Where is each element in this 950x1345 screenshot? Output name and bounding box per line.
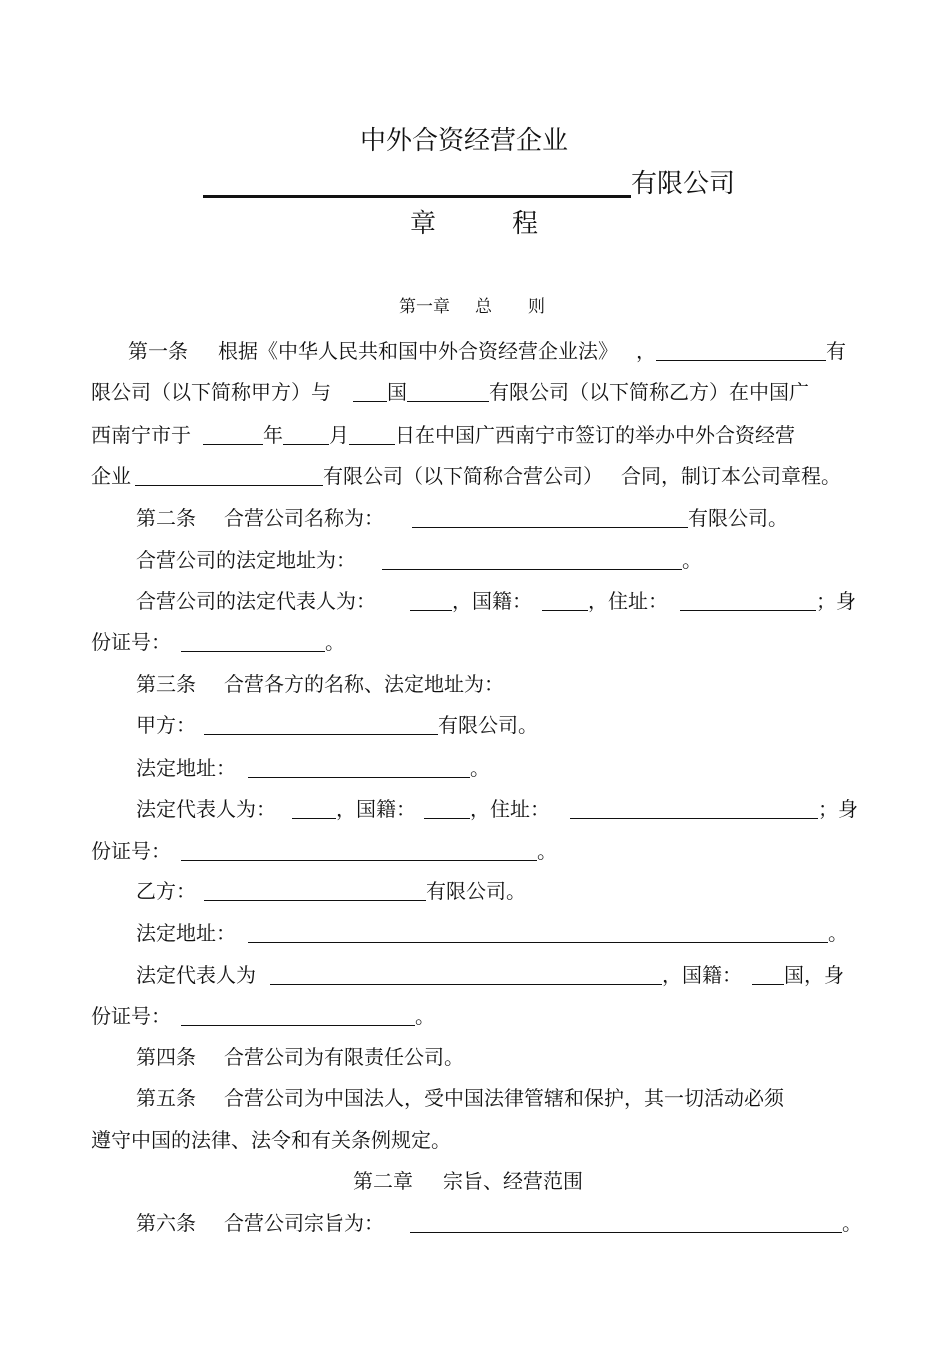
jv-rep-nationality-blank[interactable] (542, 590, 588, 611)
party-a-id-line: 份证号： 。 (91, 839, 557, 863)
party-a-rep-address-blank[interactable] (570, 798, 818, 819)
article-1-line-2: 限公司（以下简称甲方）与 国 有限公司（以下简称乙方）在中国广 (91, 380, 809, 404)
party-a-company-blank[interactable] (204, 714, 438, 735)
article-6: 第六条 合营公司宗旨为： 。 (136, 1211, 862, 1235)
chapter-2-heading: 第二章 宗旨、经营范围 (353, 1169, 583, 1193)
chapter-1-heading: 第一章 总 则 (399, 297, 545, 317)
party-b-rep-line: 法定代表人为 ，国籍： 国，身 (136, 963, 844, 987)
party-b-rep-id-blank[interactable] (181, 1005, 415, 1026)
party-b-address-blank[interactable] (248, 922, 828, 943)
month-blank[interactable] (283, 424, 329, 445)
article-3-line-1: 第三条 合营各方的名称、法定地址为： (136, 672, 504, 696)
party-a-line: 甲方： 有限公司。 (136, 713, 538, 737)
party-a-address-blank[interactable] (248, 757, 470, 778)
jv-company-name-blank[interactable] (412, 507, 688, 528)
jv-address-blank[interactable] (382, 549, 682, 570)
jv-rep-name-blank[interactable] (410, 590, 452, 611)
party-a-rep-nationality-blank[interactable] (424, 798, 470, 819)
party-b-address-line: 法定地址： 。 (136, 921, 848, 945)
party-a-rep-id-blank[interactable] (181, 840, 537, 861)
article-2-line-1: 第二条 合营公司名称为： 有限公司。 (136, 506, 788, 530)
doc-title-line3: 章 程 (410, 209, 539, 239)
doc-title-line2: 有限公司 (203, 167, 735, 201)
party-b-name-blank[interactable] (407, 381, 489, 402)
article-1-line-4: 企业 有限公司（以下简称合营公司） 合同，制订本公司章程。 (91, 464, 841, 488)
party-a-address-line: 法定地址： 。 (136, 756, 490, 780)
jv-rep-address-blank[interactable] (680, 590, 816, 611)
company-name-blank[interactable] (203, 171, 631, 198)
country-blank[interactable] (353, 381, 387, 402)
jv-purpose-blank[interactable] (410, 1212, 842, 1233)
party-b-line: 乙方： 有限公司。 (136, 879, 526, 903)
article-4: 第四条 合营公司为有限责任公司。 (136, 1045, 464, 1069)
jv-rep-id-blank[interactable] (181, 631, 325, 652)
party-b-rep-name-blank[interactable] (270, 964, 662, 985)
article-2-line-3: 合营公司的法定代表人为： ，国籍： ，住址： ；身 (136, 589, 856, 613)
day-blank[interactable] (349, 424, 395, 445)
article-2-line-2: 合营公司的法定地址为： 。 (136, 548, 702, 572)
jv-name-blank[interactable] (135, 465, 323, 486)
article-5-line-2: 遵守中国的法律、法令和有关条例规定。 (91, 1128, 451, 1152)
article-1-line-3: 西南宁市于 年 月 日在中国广西南宁市签订的举办中外合资经营 (91, 423, 795, 447)
year-blank[interactable] (203, 424, 263, 445)
party-b-company-blank[interactable] (204, 880, 426, 901)
article-2-line-4: 份证号： 。 (91, 630, 345, 654)
party-a-name-blank[interactable] (656, 340, 826, 361)
party-b-rep-nationality-blank[interactable] (752, 964, 784, 985)
doc-title-line1: 中外合资经营企业 (360, 126, 569, 156)
article-5-line-1: 第五条 合营公司为中国法人，受中国法律管辖和保护，其一切活动必须 (136, 1086, 784, 1110)
article-1-line-1: 第一条 根据《中华人民共和国中外合资经营企业法》 ， 有 (128, 339, 846, 363)
party-b-id-line: 份证号： 。 (91, 1004, 435, 1028)
party-a-rep-name-blank[interactable] (292, 798, 336, 819)
party-a-rep-line: 法定代表人为： ，国籍： ，住址： ；身 (136, 797, 858, 821)
